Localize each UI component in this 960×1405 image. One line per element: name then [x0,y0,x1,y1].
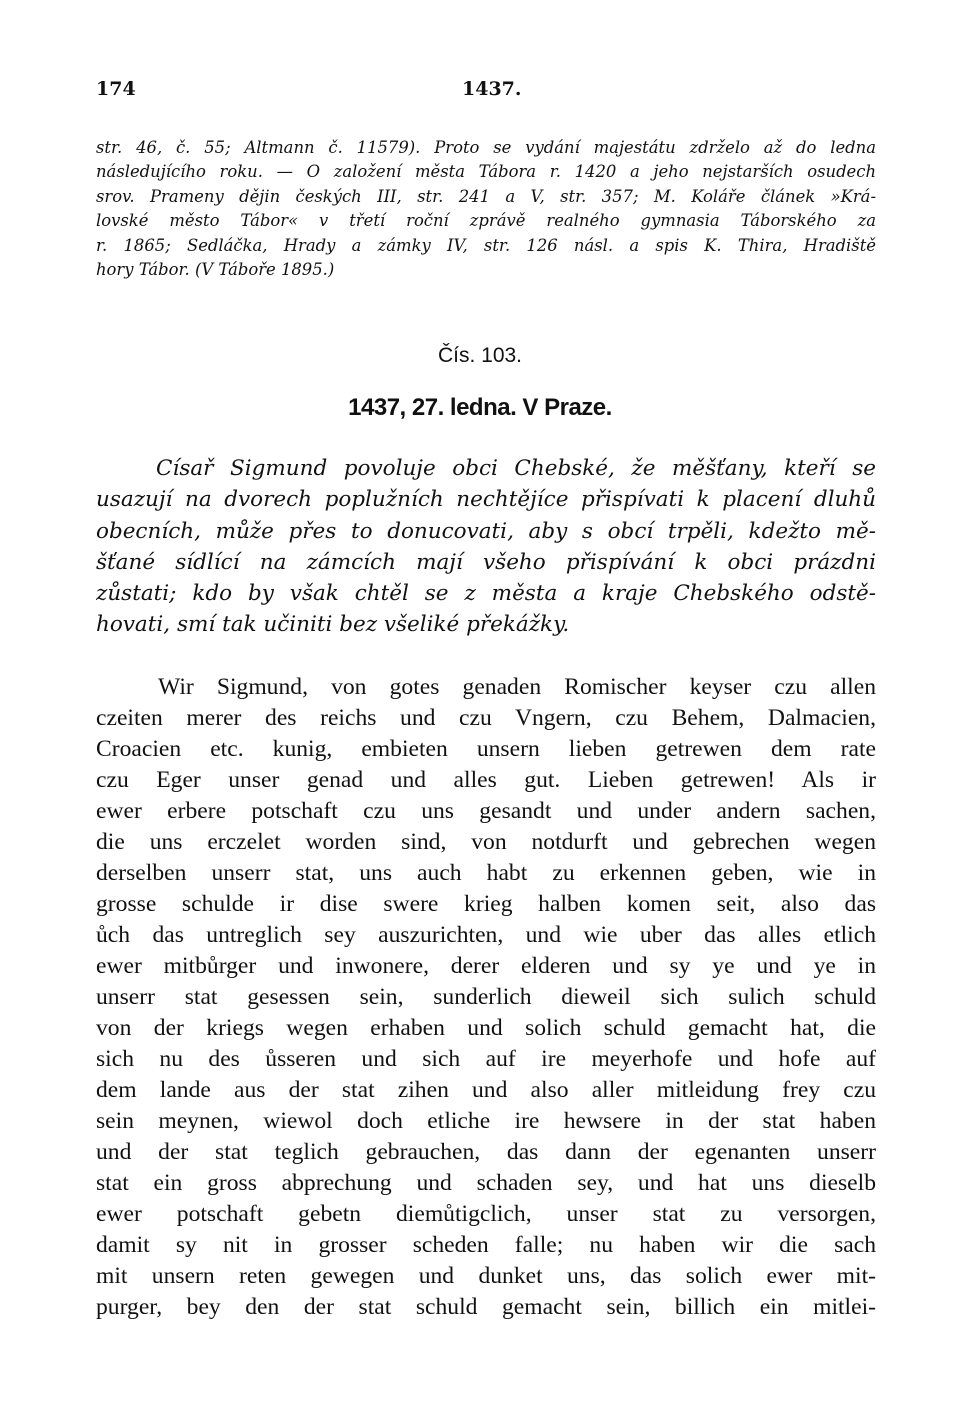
summary-line: usazují na dvorech poplužních nechtějíce přispívati k placení dluhů [96,487,876,513]
charter-line: sein meynen, wiewol doch etliche ire hewsere in der stat haben [96,1108,876,1134]
charter-line: Croacien etc. kunig, embieten unsern lieben getrewen dem rate [96,736,876,762]
charter-line: Wir Sigmund, von gotes genaden Romischer keyser czu allen [158,674,876,700]
summary-line: Císař Sigmund povoluje obci Chebské, že měšťany, kteří se [156,456,876,481]
charter-line: und der stat teglich gebrauchen, das dann der egenanten unserr [96,1139,876,1165]
summary-line: obecních, může přes to donucovati, aby s obcí trpěli, kdežto mě- [96,518,876,544]
charter-text [96,672,876,1323]
charter-line: ůch das untreglich sey auszurichten, und wie uber das alles etlich [96,922,876,948]
footnote-line: r. 1865; Sedláčka, Hrady a zámky IV, str. 126 násl. a spis K. Thira, Hradiště [96,235,876,255]
charter-line: purger, bey den der stat schuld gemacht sein, billich ein mitlei- [96,1294,876,1320]
charter-line: stat ein gross abprechung und schaden sey, und hat uns dieselb [96,1170,876,1196]
footnote-line: lovské město Tábor« v třetí roční zprávě realného gymnasia Táborského za [96,211,876,231]
czech-summary [96,453,876,641]
page-number: 174 [96,78,136,100]
footnote-line: str. 46, č. 55; Altmann č. 11579). Proto se vydání majestátu zdrželo až do ledna [96,138,876,157]
charter-line: czeiten merer des reichs und czu Vngern, czu Behem, Dalmacien, [96,705,876,731]
summary-line: hovati, smí tak učiniti bez všeliké překážky. [96,612,570,638]
charter-line: derselben unserr stat, uns auch habt zu erkennen geben, wie in [96,860,876,886]
footnote-line: hory Tábor. (V Táboře 1895.) [96,260,335,280]
charter-line: ewer erbere potschaft czu uns gesandt und under andern sachen, [96,798,876,824]
summary-line: šťané sídlící na zámcích mají všeho přispívání k obci prázdni [96,549,876,575]
footnote-continuation [96,136,876,282]
charter-line: sich nu des ůsseren und sich auf ire meyerhofe und hofe auf [96,1046,876,1072]
charter-line: czu Eger unser genad und alles gut. Lieben getrewen! Als ir [96,767,876,793]
charter-line: mit unsern reten gewegen und dunket uns, das solich ewer mit- [96,1263,876,1289]
running-head [96,78,876,108]
document-number: Čís. 103. [437,344,523,367]
charter-line: die uns erczelet worden sind, von notdurft und gebrechen wegen [96,829,876,855]
charter-line: damit sy nit in grosser scheden falle; nu haben wir die sach [96,1232,876,1258]
charter-line: grosse schulde ir dise swere krieg halben komen seit, also das [96,891,876,917]
footnote-line: srov. Prameny dějin českých III, str. 241 a V, str. 357; M. Koláře článek »Krá- [96,186,876,206]
document-date-place: 1437, 27. ledna. V Praze. [348,394,612,421]
charter-line: unserr stat gesessen sein, sunderlich dieweil sich sulich schuld [96,984,876,1010]
charter-line: von der kriegs wegen erhaben und solich schuld gemacht hat, die [96,1015,876,1041]
charter-line: ewer potschaft gebetn diemůtigclich, unser stat zu versorgen, [96,1201,876,1227]
running-head-year: 1437. [462,78,522,100]
summary-line: zůstati; kdo by však chtěl se z města a kraje Chebského odstě- [96,581,876,607]
charter-line: ewer mitbůrger und inwonere, derer elderen und sy ye und ye in [96,953,876,979]
charter-line: dem lande aus der stat zihen und also aller mitleidung frey czu [96,1077,876,1103]
footnote-line: následujícího roku. — O založení města Tábora r. 1420 a jeho nejstarších osudech [96,162,876,182]
